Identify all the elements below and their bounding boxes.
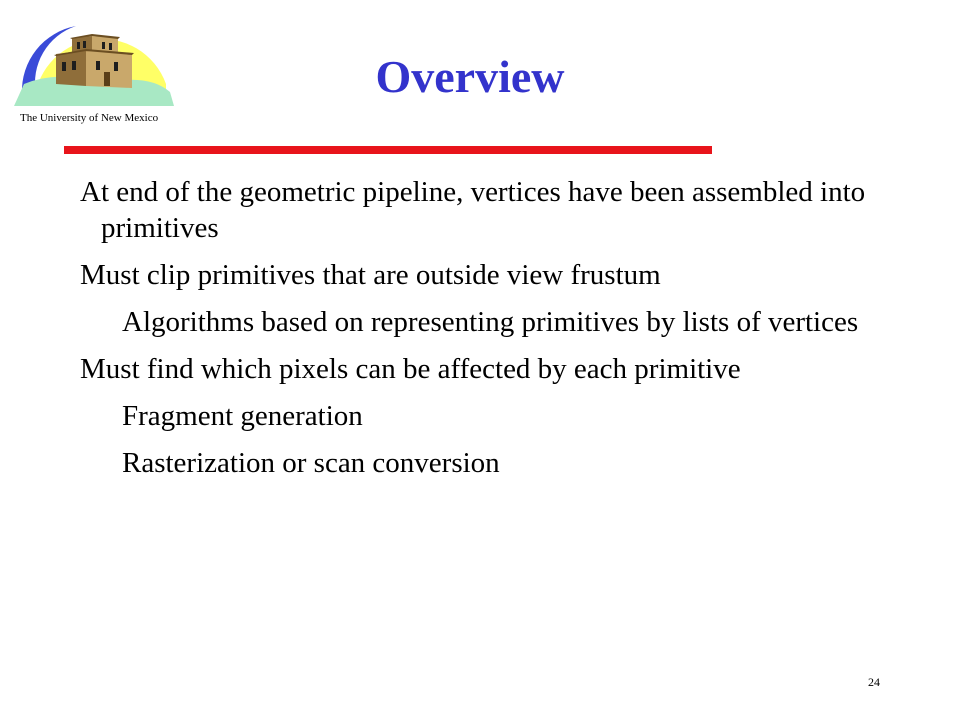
title-divider [64, 146, 712, 154]
bullet-list [80, 174, 900, 492]
page-number: 24 [868, 675, 880, 689]
slide-title: Overview [375, 51, 565, 102]
bullet-item: Must find which pixels can be affected by each primitive [80, 353, 741, 385]
sub-bullet-item: Rasterization or scan conversion [122, 447, 500, 479]
sub-bullet-item: Algorithms based on representing primitives by lists of vertices [122, 306, 859, 338]
bullet-item: Must clip primitives that are outside view frustum [80, 259, 661, 291]
bullet-item: At end of the geometric pipeline, vertices have been assembled into primitives [80, 176, 866, 244]
sub-bullet-item: Fragment generation [122, 400, 363, 432]
logo-caption: The University of New Mexico [20, 112, 159, 124]
